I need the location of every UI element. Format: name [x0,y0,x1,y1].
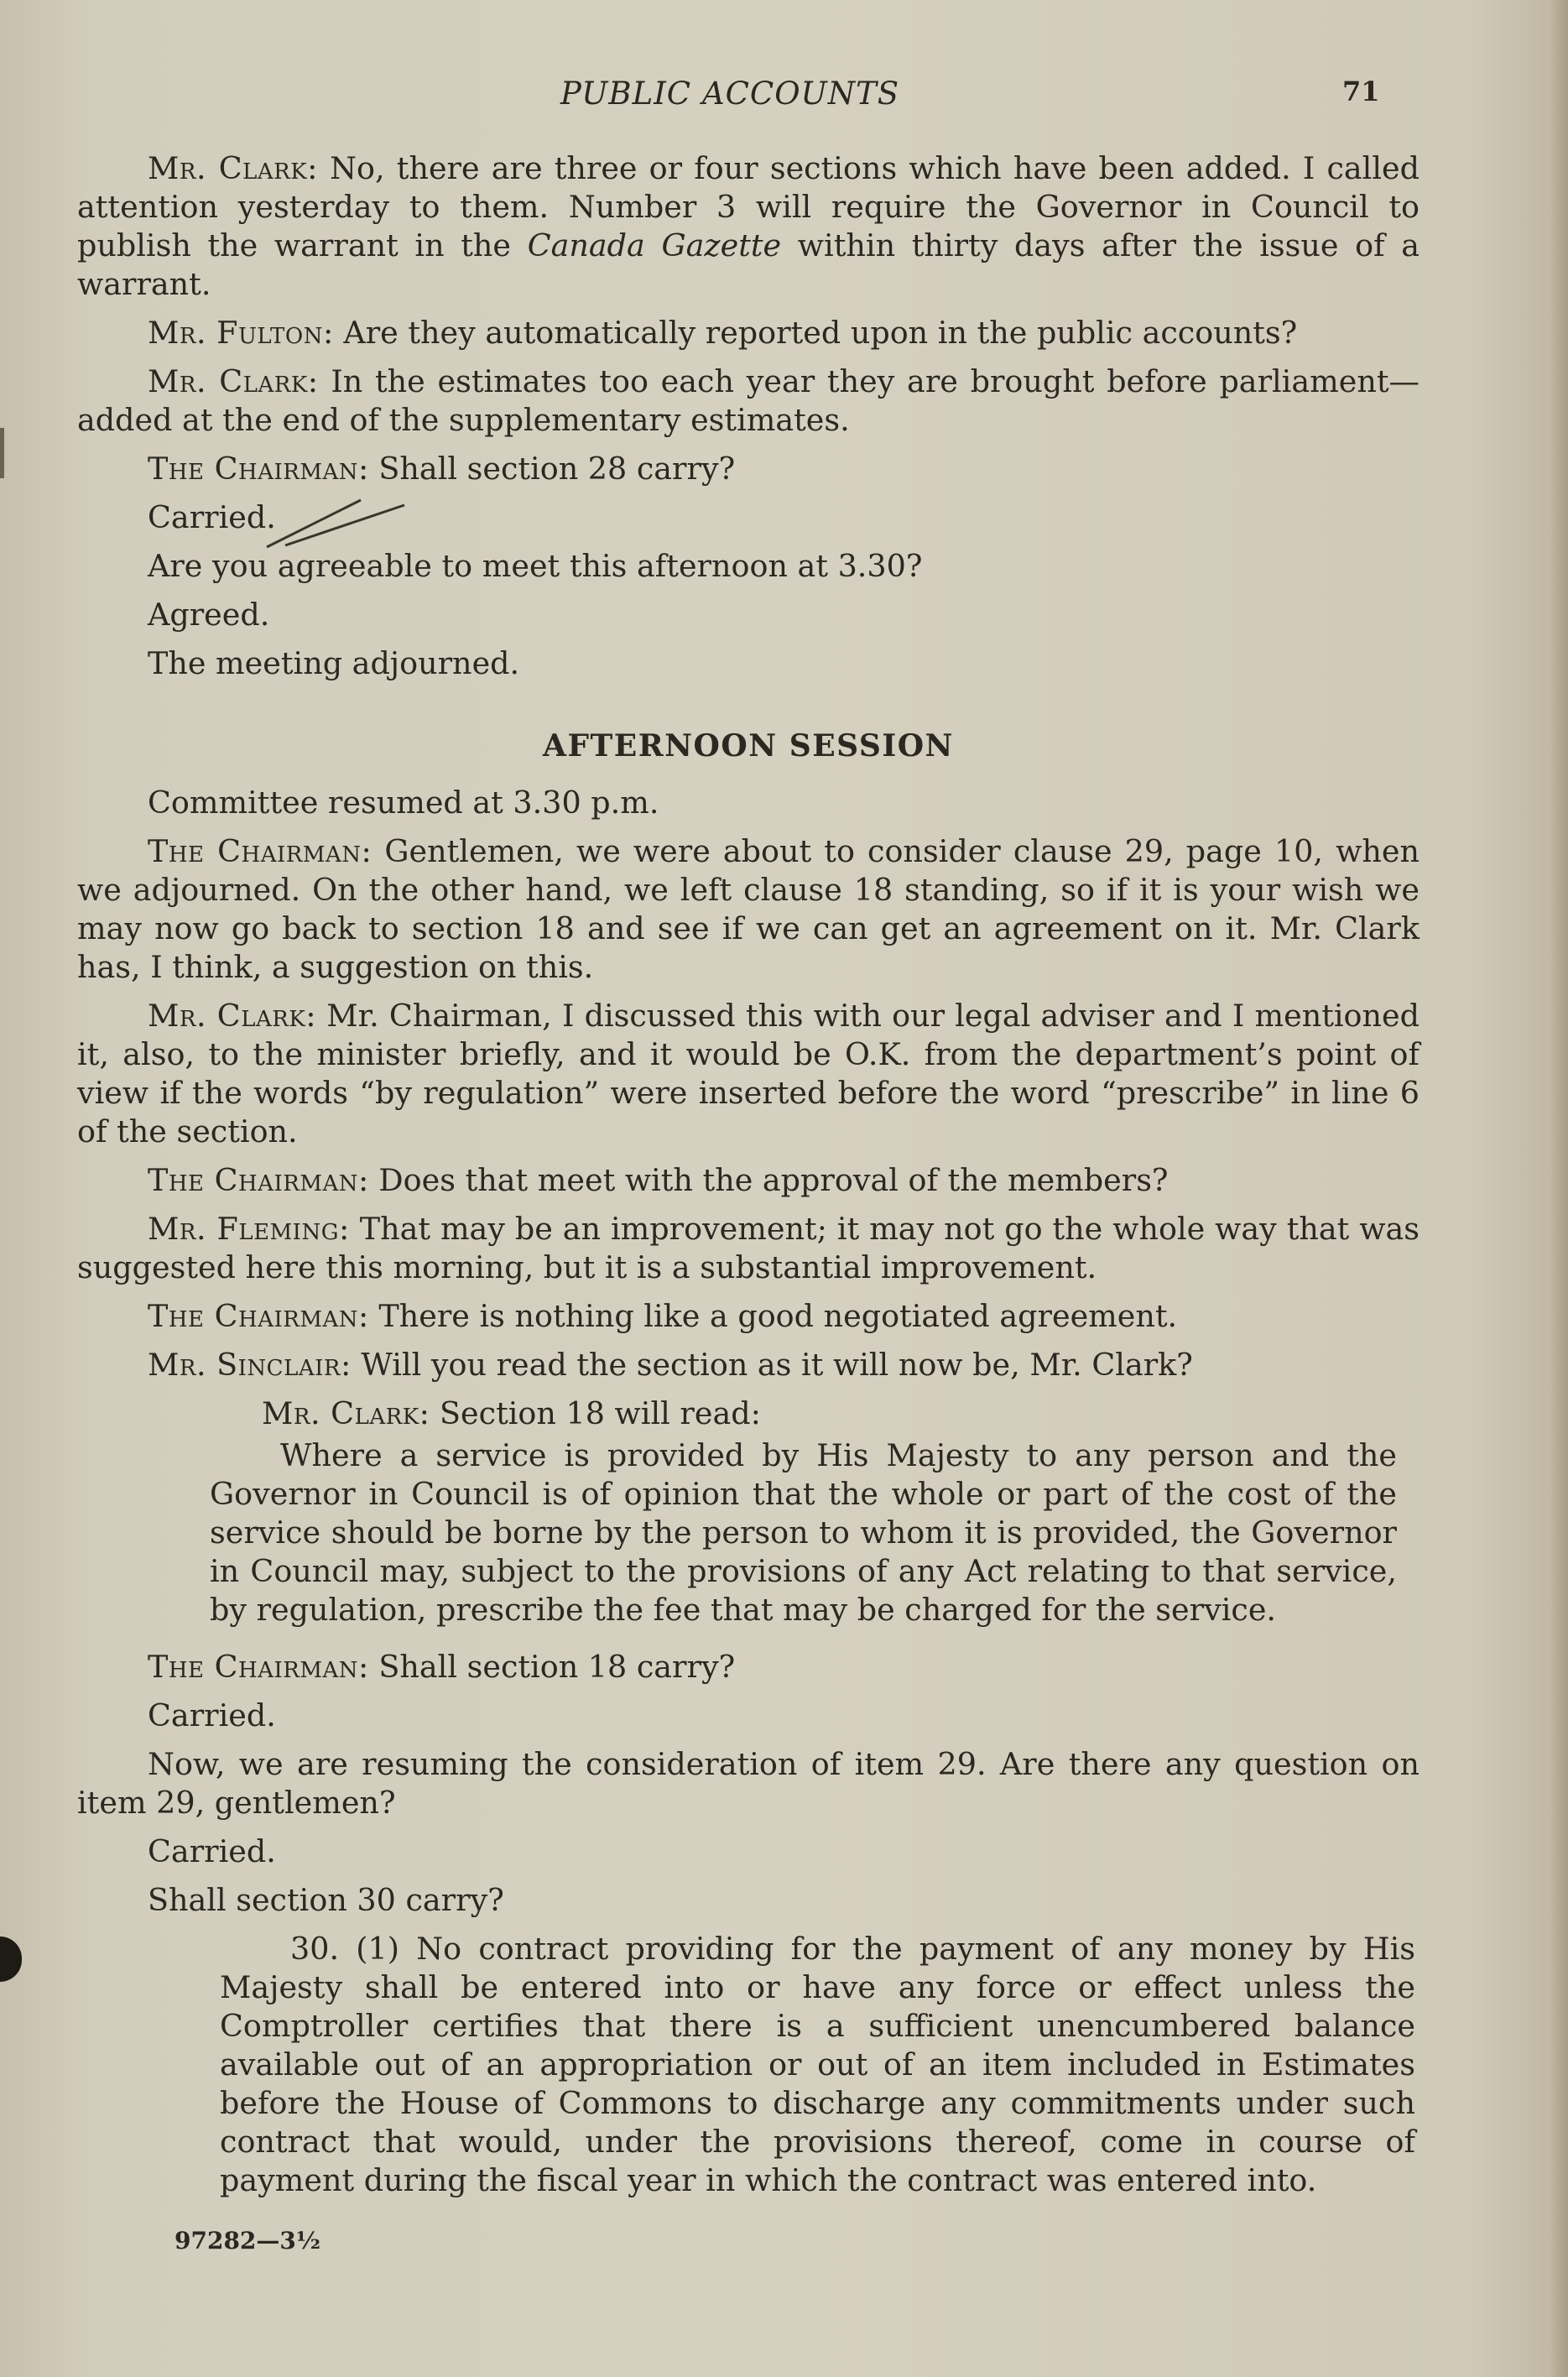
page-edge-mark [0,428,4,478]
speech-text: No, there are three or four sections which have been added. I called attention yesterday to them. Number 3 will require the Governor in Council to publish the warrant in the [77,150,1420,263]
page-content [77,149,1420,2200]
paragraph [77,314,1420,352]
speech-text: Are they automatically reported upon in the public accounts? [333,315,1298,351]
paragraph [77,1346,1420,1384]
printer-code: 97282—3½ [175,2227,321,2255]
speech-text: That may be an improvement; it may not go the whole way that was suggested here this morning, but it is a substantial improvement. [77,1211,1420,1285]
page-number: 71 [1342,76,1380,107]
paragraph [77,832,1420,987]
running-title: PUBLIC ACCOUNTS [560,76,900,112]
paragraph [77,1648,1420,1686]
speaker-name: Mr. Clark: [148,150,318,186]
page-edge-shadow [1550,0,1568,2377]
speaker-name: Mr. Clark: [262,1395,430,1431]
speaker-name: Mr. Clark: [148,363,319,399]
text-line: Carried. [148,1697,276,1733]
speech-text: Gentlemen, we were about to consider clause 29, page 10, when we adjourned. On the other hand, we left clause 18 standing, so if it is your wish we may now go back to section 18 and see if we can get an agreement on it. Mr. Clark has, I think, a suggestion on this. [77,833,1420,985]
section-heading: AFTERNOON SESSION [543,728,954,764]
page-header [0,76,1568,117]
paragraph [77,1297,1420,1336]
speaker-name: The Chairman: [148,451,369,487]
speaker-name: The Chairman: [148,1649,369,1685]
speaker-name: Mr. Fulton: [148,315,334,351]
speaker-name: Mr. Sinclair: [148,1347,352,1383]
speaker-name: The Chairman: [148,1298,369,1334]
speech-text: In the estimates too each year they are brought before parliament—added at the end of the supplementary estimates. [77,363,1420,438]
speech-text: Section 18 will read: [430,1395,761,1431]
speaker-name: The Chairman: [148,833,372,869]
paragraph [77,1161,1420,1200]
publication-title: Canada Gazette [527,227,782,263]
speaker-name: Mr. Fleming: [148,1211,350,1247]
text-line: Agreed. [148,597,270,633]
text-line: Carried. [148,1833,276,1869]
text-line: Carried. [148,499,276,535]
speech-text: There is nothing like a good negotiated agreement. [368,1298,1178,1334]
speech-text: within thirty days after the issue of a warrant. [77,227,1420,302]
paragraph [77,149,1420,304]
text-line: Committee resumed at 3.30 p.m. [148,785,659,821]
statute-section-30: 30. (1) No contract providing for the payment of any money by His Majesty shall be entered into or have any force or effect unless the Comptroller certifies that there is a sufficient unencumbered balance available out of an appropriation or out of an item included in Estimates before the House of Commons to discharge any commitments under such contract that would, under the provisions thereof, come in course of payment during the fiscal year in which the contract was entered into. [220,1931,1415,2198]
paragraph: Now, we are resuming the consideration of item 29. Are there any question on item 29, gentlemen? [77,1746,1420,1821]
quoted-section-18: Where a service is provided by His Majesty to any person and the Governor in Council is of opinion that the whole or part of the cost of the service should be borne by the person to whom it is provided, the Governor in Council may, subject to the provisions of any Act relating to that service, by regulation, prescribe the fee that may be charged for the service. [210,1437,1397,1628]
speech-text: Shall section 18 carry? [368,1649,736,1685]
paragraph [262,1394,1420,1433]
text-line: Are you agreeable to meet this afternoon at 3.30? [148,548,923,584]
speech-text: Mr. Chairman, I discussed this with our legal adviser and I mentioned it, also, to the minister briefly, and it would be O.K. from the department’s point of view if the words “by regulation” were inserted before the word “prescribe” in line 6 of the section. [77,998,1420,1149]
text-line: Shall section 30 carry? [148,1882,504,1918]
paragraph [77,997,1420,1151]
paragraph [77,362,1420,440]
text-line: The meeting adjourned. [148,645,520,681]
speech-text: Does that meet with the approval of the members? [368,1162,1169,1198]
speaker-name: The Chairman: [148,1162,369,1198]
thumb-mark [0,1937,22,1982]
speaker-name: Mr. Clark: [148,998,317,1034]
paragraph [77,1210,1420,1287]
speech-text: Will you read the section as it will now be, Mr. Clark? [351,1347,1193,1383]
paragraph [77,450,1420,488]
speech-text: Shall section 28 carry? [368,451,736,487]
